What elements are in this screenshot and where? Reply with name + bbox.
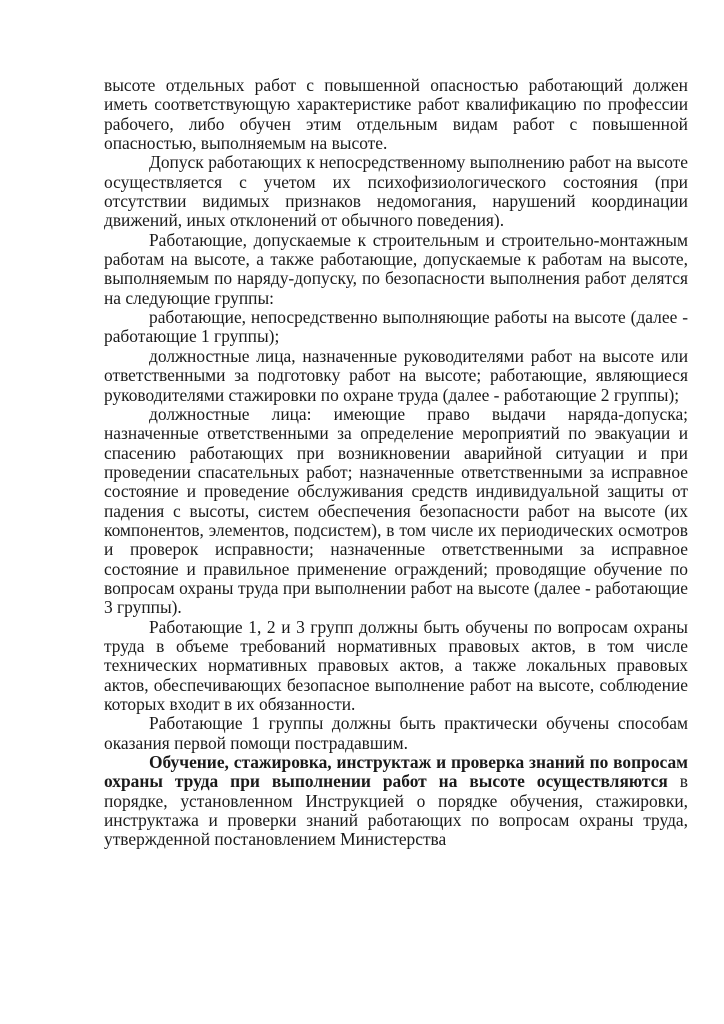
paragraph-worker-groups-intro: Работающие, допускаемые к строительным и строительно-монтажным работам на высоте, а также работающие, допускаемые к работам на высоте, выполняемым по наряду-допуску, по безопасности выполнения работ делятся на следующие группы: bbox=[104, 229, 688, 308]
paragraph-group-1: работающие, непосредственно выполняющие работы на высоте (далее - работающие 1 группы); bbox=[104, 307, 688, 347]
paragraph-group-2: должностные лица, назначенные руководителями работ на высоте или ответственными за подготовку работ на высоте; работающие, являющиеся руководителями стажировки по охране труда (далее - работающие 2 группы); bbox=[104, 345, 688, 405]
paragraph-continuation: высоте отдельных работ с повышенной опасностью работающий должен иметь соответствующую характеристике работ квалификацию по профессии рабочего, либо обучен этим отдельным видам работ с повышенной опасностью, выполняемым на высоте. bbox=[104, 75, 688, 154]
bold-heading-text: Обучение, стажировка, инструктаж и проверка знаний по вопросам охраны труда при выполнении работ на высоте осуществляются bbox=[104, 752, 688, 792]
paragraph-training-requirements: Работающие 1, 2 и 3 групп должны быть обучены по вопросам охраны труда в объеме требований нормативных правовых актов, в том числе технических нормативных правовых актов, а также локальных правовых актов, обеспечивающих безопасное выполнение работ на высоте, соблюдение которых входит в их обязанности. bbox=[104, 616, 688, 714]
paragraph-admission: Допуск работающих к непосредственному выполнению работ на высоте осуществляется с учетом их психофизиологического состояния (при отсутствии видимых признаков недомогания, нарушений координации движений, иных отклонений от обычного поведения). bbox=[104, 152, 688, 231]
paragraph-body-text: в порядке, установленном Инструкцией о порядке обучения, стажировки, инструктажа и проверки знаний работающих по вопросам охраны труда, утвержденной постановлением Министерства bbox=[104, 771, 688, 850]
paragraph-group-3: должностные лица: имеющие право выдачи наряда-допуска; назначенные ответственными за определение мероприятий по эвакуации и спасению работающих при возникновении аварийной ситуации и при проведении спасательных работ; назначенные ответственными за исправное состояние и проведение обслуживания средств индивидуальной защиты от падения с высоты, систем обеспечения безопасности работ на высоте (их компонентов, элементов, подсистем), в том числе их периодических осмотров и проверок исправности; назначенные ответственными за исправное состояние и правильное применение ограждений; проводящие обучение по вопросам охраны труда при выполнении работ на высоте (далее - работающие 3 группы). bbox=[104, 403, 688, 618]
paragraph-first-aid: Работающие 1 группы должны быть практически обучены способам оказания первой помощи пострадавшим. bbox=[104, 713, 688, 753]
document-page bbox=[104, 76, 688, 850]
paragraph-training-procedure bbox=[104, 753, 688, 850]
